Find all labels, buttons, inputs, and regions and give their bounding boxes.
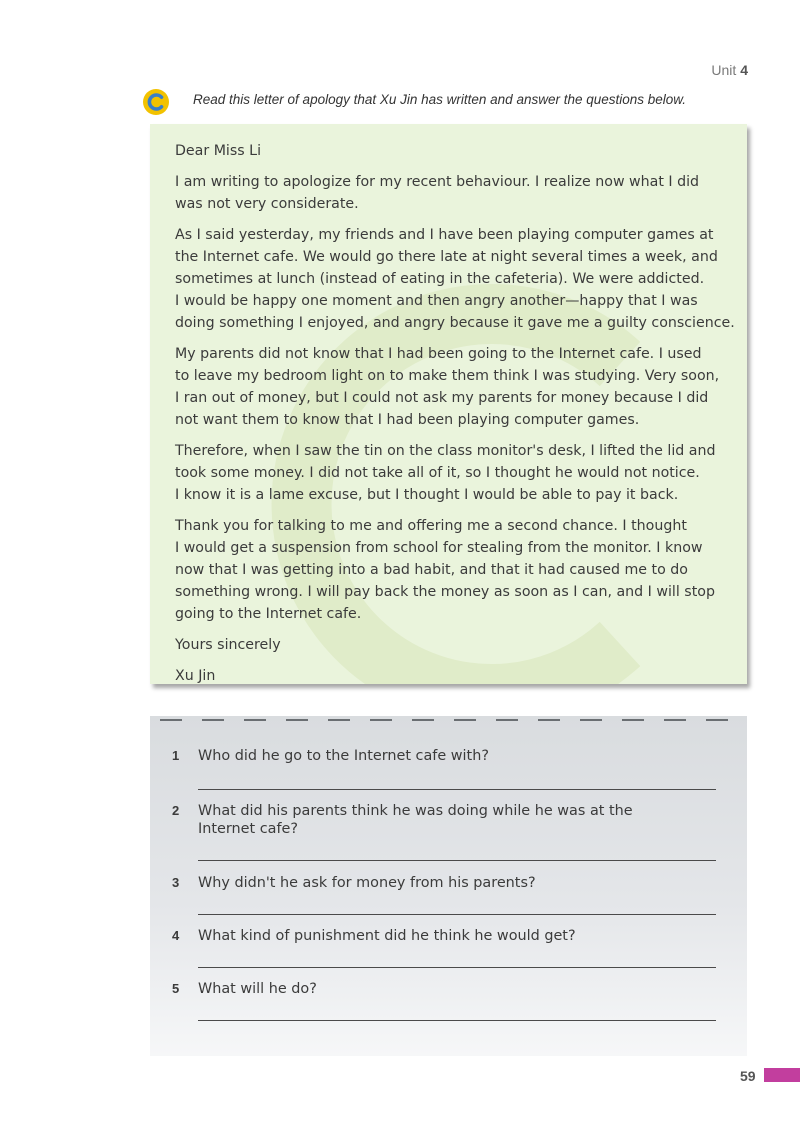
question-number: 1: [172, 748, 180, 763]
question-text: What will he do?: [198, 981, 317, 997]
letter-paragraph: I am writing to apologize for my recent behaviour. I realize now what I did was not very considerate.: [175, 174, 700, 212]
letter-salutation: Dear Miss Li: [175, 143, 262, 159]
unit-number: 4: [740, 62, 748, 78]
letter-signature: Xu Jin: [175, 668, 216, 684]
question-text: Why didn't he ask for money from his parents?: [198, 875, 536, 891]
page-accent-tab: [764, 1068, 800, 1082]
question-number: 2: [172, 803, 180, 818]
answer-line[interactable]: [198, 789, 716, 790]
letter-paragraph: Therefore, when I saw the tin on the class monitor's desk, I lifted the lid and took some money. I did not take all of it, so I thought he would not notice. I know it is a lame excuse, but I thought I would be able to pay it back.: [175, 443, 716, 503]
answer-line[interactable]: [198, 914, 716, 915]
question-text: Who did he go to the Internet cafe with?: [198, 748, 489, 764]
unit-word: Unit: [711, 62, 737, 78]
question-number: 5: [172, 981, 180, 996]
dashed-divider: [150, 718, 747, 722]
question-number: 4: [172, 928, 180, 943]
instruction-text: Read this letter of apology that Xu Jin has written and answer the questions below.: [193, 92, 687, 107]
answer-line[interactable]: [198, 967, 716, 968]
letter-paragraph: As I said yesterday, my friends and I have been playing computer games at the Internet cafe. We would go there late at night several times a week, and sometimes at lunch (instead of eating in the cafeteria). We were addicted. I would be happy one moment and then angry another—happy that I was doing something I enjoyed, and angry because it gave me a guilty conscience.: [175, 227, 735, 331]
answer-line[interactable]: [198, 1020, 716, 1021]
unit-label: [711, 62, 748, 78]
answer-line[interactable]: [198, 860, 716, 861]
question-text: What kind of punishment did he think he would get?: [198, 928, 576, 944]
page-number: 59: [740, 1068, 756, 1084]
question-number: 3: [172, 875, 180, 890]
letter-paragraph: Thank you for talking to me and offering me a second chance. I thought I would get a suspension from school for stealing from the monitor. I know now that I was getting into a bad habit, and that it had caused me to do something wrong. I will pay back the money as soon as I can, and I will stop going to the Internet cafe.: [175, 518, 715, 622]
question-text: What did his parents think he was doing while he was at the Internet cafe?: [198, 803, 633, 837]
letter-closing: Yours sincerely: [175, 637, 281, 653]
section-c-icon: [142, 88, 170, 116]
letter-paragraph: My parents did not know that I had been going to the Internet cafe. I used to leave my bedroom light on to make them think I was studying. Very soon, I ran out of money, but I could not ask my parents for money because I did not want them to know that I had been playing computer games.: [175, 346, 720, 428]
letter-body: [175, 140, 735, 696]
